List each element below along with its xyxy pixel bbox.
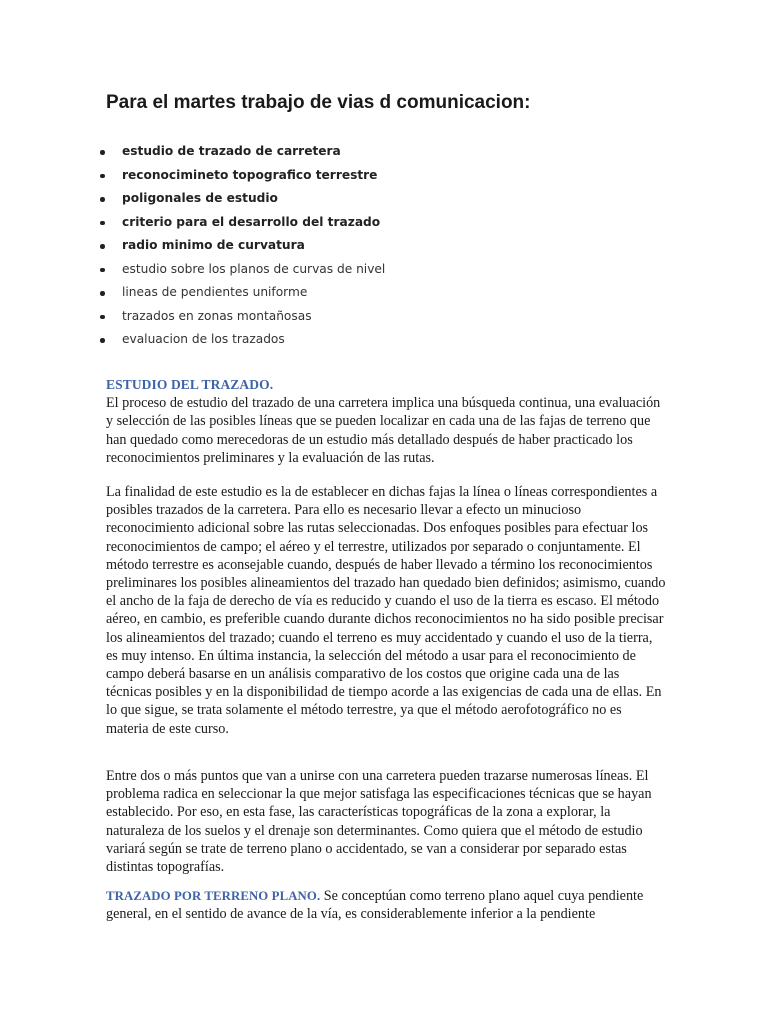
list-item	[96, 234, 385, 258]
list-item	[96, 281, 385, 305]
paragraph-text: El proceso de estudio del trazado de una carretera implica una búsqueda continua, una evaluación y selección de las posibles líneas que se pueden localizar en cada una de las fajas de terreno que han quedado como merecedoras de un estudio más detallado después de haber practicado los reconocimientos preliminares y la evaluación de las rutas.	[106, 395, 661, 466]
section-heading-terreno-plano: TRAZADO POR TERRENO PLANO.	[106, 889, 321, 903]
section-estudio-paragraph-3: Entre dos o más puntos que van a unirse con una carretera pueden trazarse numerosas líneas. El problema radica en seleccionar la que mejor satisfaga las especificaciones técnicas que se hayan establecido. Por eso, en esta fase, las características topográficas de la zona a explorar, la naturaleza de los suelos y el drenaje son determinantes. Como quiera que el método de estudio variará según se trate de terreno plano o accidentado, se van a considerar por separado estas distintas topografías.	[106, 768, 652, 876]
list-item-text: radio minimo de curvatura	[122, 238, 305, 252]
list-item-text: criterio para el desarrollo del trazado	[122, 214, 381, 229]
list-item	[96, 211, 385, 235]
list-item-text: lineas de pendientes uniforme	[122, 285, 308, 299]
section-estudio-paragraph-2: La finalidad de este estudio es la de establecer en dichas fajas la línea o líneas correspondientes a posibles trazados de la carretera. Para ello es necesario llevar a efecto un minucioso reconocimiento adicional sobre las rutas seleccionadas. Dos enfoques posibles para efectuar los reconocimientos de campo; el aéreo y el terrestre, utilizados por separado o conjuntamente. El método terrestre es aconsejable cuando, después de haber llevado a término los reconocimientos preliminares los posibles alineamientos del trazado han quedado bien definidos; asimismo, cuando el ancho de la faja de derecho de vía es reducido y cuando el uso de la tierra es escaso. El método aéreo, en cambio, es preferible cuando durante dichos reconocimientos no ha sido posible precisar los alineamientos del trazado; cuando el terreno es muy accidentado y cuando el uso de la tierra, es muy intenso. En última instancia, la selección del método a usar para el reconocimiento de campo deberá basarse en un análisis comparativo de los costos que origine cada una de las técnicas posibles y en la disponibilidad de tiempo acorde a las exigencias de cada una de ellas. En lo que sigue, se trata solamente el método terrestre, ya que el método aerofotográfico no es materia de este curso.	[106, 484, 666, 737]
section-heading-estudio: ESTUDIO DEL TRAZADO.	[106, 377, 274, 392]
bullet-dot-icon	[100, 315, 105, 320]
list-item-text: reconocimineto topografico terrestre	[122, 167, 378, 182]
list-item-text: poligonales de estudio	[122, 191, 278, 205]
bullet-dot-icon	[100, 150, 105, 155]
page-title: Para el martes trabajo de vias d comunicacion:	[106, 92, 531, 113]
section-estudio-paragraph-1	[106, 376, 666, 467]
bullet-dot-icon	[100, 174, 105, 179]
section-terreno-plano-paragraph	[106, 887, 666, 923]
bullet-dot-icon	[100, 338, 105, 343]
paragraph-text: Se conceptúan como terreno plano aquel cuya pendiente general, en el sentido de avance de la vía, es considerablemente inferior a la pendiente	[106, 888, 644, 923]
bullet-dot-icon	[100, 291, 105, 296]
bullet-dot-icon	[100, 268, 105, 273]
bullet-dot-icon	[100, 197, 105, 202]
bullet-dot-icon	[100, 221, 105, 226]
list-item-text: evaluacion de los trazados	[122, 332, 285, 346]
topic-list	[96, 140, 385, 352]
list-item	[96, 328, 385, 352]
list-item-text: estudio sobre los planos de curvas de nivel	[122, 261, 386, 276]
list-item-text: trazados en zonas montañosas	[122, 308, 312, 323]
bullet-dot-icon	[100, 244, 105, 249]
list-item-text: estudio de trazado de carretera	[122, 144, 341, 158]
list-item	[96, 140, 385, 164]
list-item	[96, 187, 385, 211]
list-item	[96, 258, 385, 282]
list-item	[96, 305, 385, 329]
list-item	[96, 164, 385, 188]
